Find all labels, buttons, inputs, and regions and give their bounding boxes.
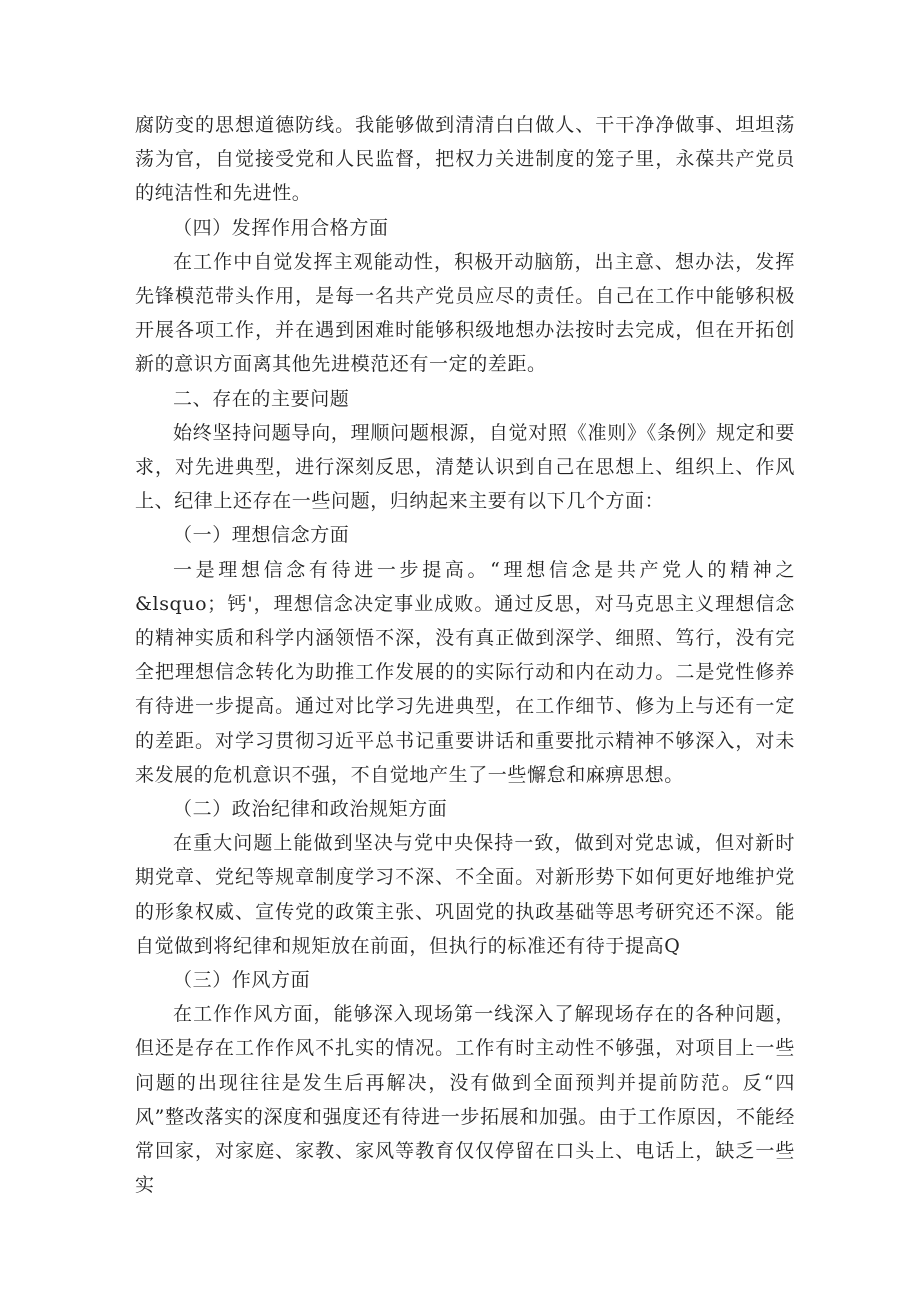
section-heading-main-problems: 二、存在的主要问题 xyxy=(173,387,350,410)
paragraph-role-play: 在工作中自觉发挥主观能动性，积极开动脑筋，出主意、想办法，发挥先锋模范带头作用，是每一名共产党员应尽的责任。自己在工作中能够积极开展各项工作，并在遇到困难时能够积级地想办法按时去完成，但在开拓创新的意识方面离其他先进模范还有一定的差距。 xyxy=(135,250,795,376)
section-heading-2: （二）政治纪律和政治规矩方面 xyxy=(173,798,448,821)
section-heading-1: （一）理想信念方面 xyxy=(173,524,350,547)
paragraph-work-style: 在工作作风方面，能够深入现场第一线深入了解现场存在的各种问题，但还是存在工作作风不扎实的情况。工作有时主动性不够强，对项目上一些问题的出现往往是发生后再解决，没有做到全面预判并提前防范。反“四风”整改落实的深度和强度还有待进一步拓展和加强。由于工作原因，不能经常回家，对家庭、家教、家风等教育仅仅停留在口头上、电话上，缺乏一些实 xyxy=(135,1003,795,1197)
paragraph-continued: 腐防变的思想道德防线。我能够做到清清白白做人、干干净净做事、坦坦荡荡为官，自觉接受党和人民监督，把权力关进制度的笼子里，永葆共产党员的纯洁性和先进性。 xyxy=(135,114,795,205)
paragraph-problem-orientation: 始终坚持问题导向，理顺问题根源，自觉对照《准则》《条例》规定和要求，对先进典型，进行深刻反思，清楚认识到自己在思想上、组织上、作风上、纪律上还存在一些问题，归纳起来主要有以下几个方面： xyxy=(135,421,795,513)
section-heading-3: （三）作风方面 xyxy=(173,969,311,992)
section-heading-4: （四）发挥作用合格方面 xyxy=(173,216,389,239)
paragraph-political-discipline: 在重大问题上能做到坚决与党中央保持一致，做到对党忠诚，但对新时期党章、党纪等规章制度学习不深、不全面。对新形势下如何更好地维护党的形象权威、宣传党的政策主张、巩固党的执政基础等思考研究还不深。能自觉做到将纪律和规矩放在前面，但执行的标准还有待于提高Q xyxy=(135,832,795,957)
document-page xyxy=(135,108,795,1203)
paragraph-ideals-beliefs: 一是理想信念有待进一步提高。“理想信念是共产党人的精神之&lsquo；钙'，理想信念决定事业成败。通过反思，对马克思主义理想信念的精神实质和科学内涵领悟不深，没有真正做到深学、细照、笃行，没有完全把理想信念转化为助推工作发展的的实际行动和内在动力。二是党性修养有待进一步提高。通过对比学习先进典型，在工作细节、修为上与还有一定的差距。对学习贯彻习近平总书记重要讲话和重要批示精神不够深入，对未来发展的危机意识不强，不自觉地产生了一些懈怠和麻痹思想。 xyxy=(135,558,795,786)
